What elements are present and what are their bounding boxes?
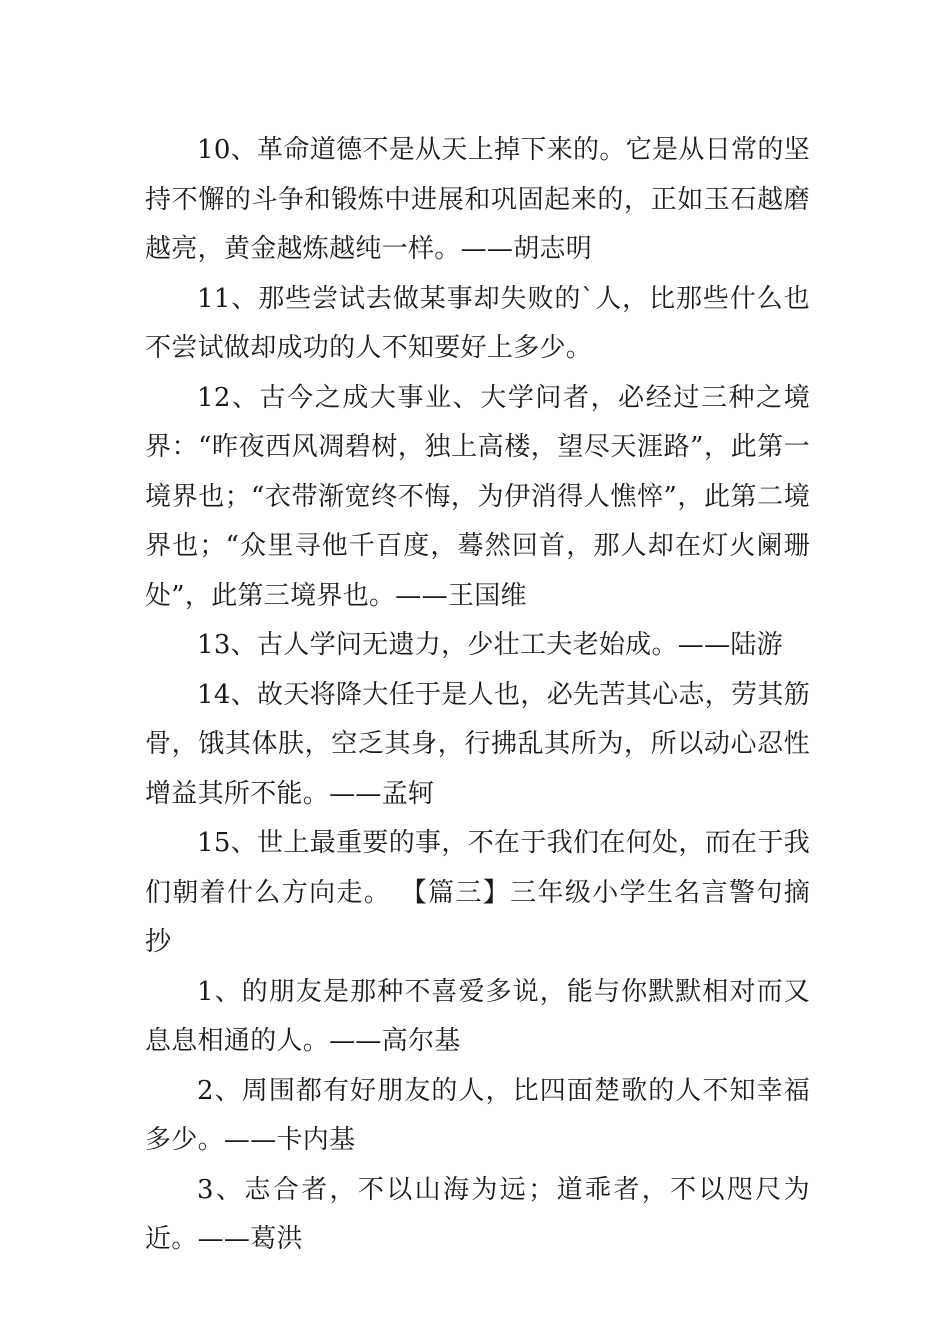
quote-paragraph-10: 10、革命道德不是从天上掉下来的。它是从日常的坚持不懈的斗争和锻炼中进展和巩固起来的，正如玉石越磨越亮，黄金越炼越纯一样。——胡志明 bbox=[145, 135, 810, 264]
quote-paragraph-11: 11、那些尝试去做某事却失败的`人，比那些什么也不尝试做却成功的人不知要好上多少。 bbox=[145, 283, 810, 363]
quote-paragraph-12: 12、古今之成大事业、大学问者，必经过三种之境界：“昨夜西风凋碧树，独上高楼，望尽天涯路”，此第一境界也；“衣带渐宽终不悔，为伊消得人憔悴”，此第二境界也；“众里寻他千百度，蓦然回首，那人却在灯火阑珊处”，此第三境界也。——王国维 bbox=[145, 382, 810, 611]
quote-paragraph-13: 13、古人学问无遗力，少壮工夫老始成。——陆游 bbox=[197, 630, 783, 660]
quote-paragraph-14: 14、故天将降大任于是人也，必先苦其心志，劳其筋骨，饿其体肤，空乏其身，行拂乱其所为，所以动心忍性增益其所不能。——孟轲 bbox=[145, 679, 810, 809]
quote-paragraph-2: 2、周围都有好朋友的人，比四面楚歌的人不知幸福多少。——卡内基 bbox=[145, 1075, 810, 1155]
quote-paragraph-3: 3、志合者，不以山海为远；道乖者，不以咫尺为近。——葛洪 bbox=[145, 1174, 810, 1254]
document-body bbox=[145, 126, 810, 1265]
quote-paragraph-15: 15、世上最重要的事，不在于我们在何处，而在于我们朝着什么方向走。 【篇三】三年级小学生名言警句摘抄 bbox=[145, 828, 810, 957]
quote-paragraph-1: 1、的朋友是那种不喜爱多说，能与你默默相对而又息息相通的人。——高尔基 bbox=[145, 976, 810, 1056]
